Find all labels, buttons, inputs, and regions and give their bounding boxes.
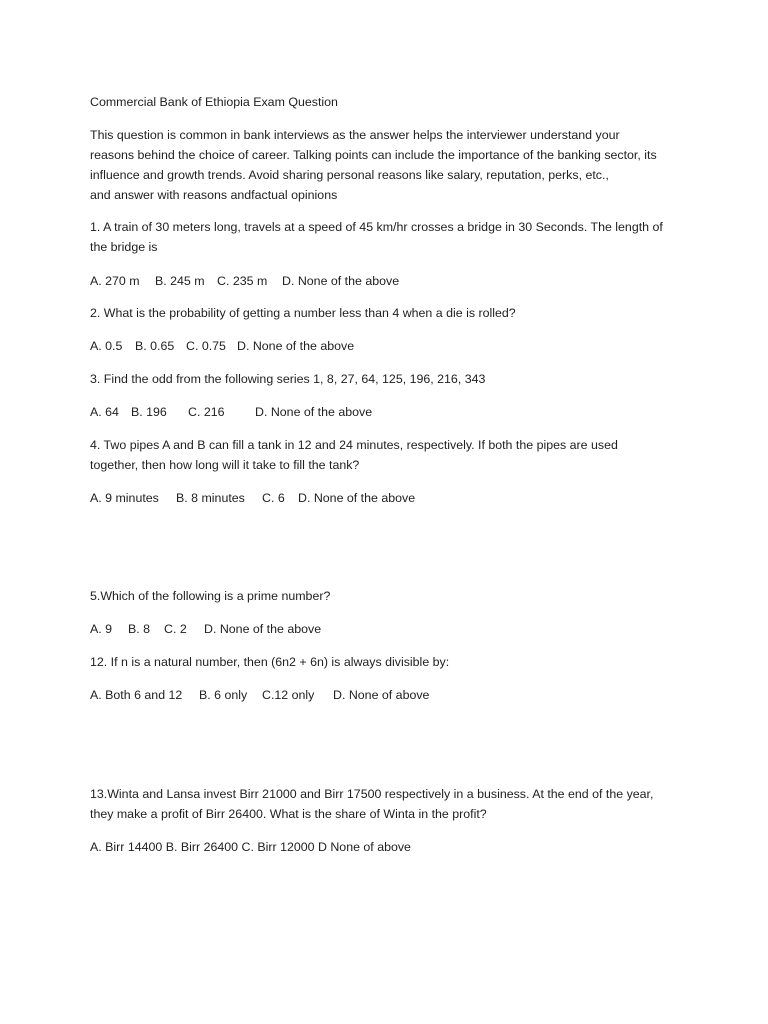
question-text: 3. Find the odd from the following series 1, 8, 27, 64, 125, 196, 216, 343: [90, 372, 486, 386]
option: D. None of the above: [282, 274, 400, 288]
question-text: they make a profit of Birr 26400. What is the share of Winta in the profit?: [90, 807, 487, 821]
question-text: 4. Two pipes A and B can fill a tank in 12 and 24 minutes, respectively. If both the pipes are used: [90, 438, 618, 452]
question-text: the bridge is: [90, 240, 158, 254]
question-text: 5.Which of the following is a prime number?: [90, 589, 331, 603]
question-text: 12. If n is a natural number, then (6n2 + 6n) is always divisible by:: [90, 655, 450, 669]
option: A. 0.5: [90, 339, 123, 353]
option: A. Birr 14400 B. Birr 26400 C. Birr 12000 D None of above: [90, 840, 411, 854]
intro-line: This question is common in bank interviews as the answer helps the interviewer understand your: [90, 128, 620, 142]
option: A. Both 6 and 12: [90, 688, 183, 702]
option: B. 8: [128, 622, 151, 636]
question-text: together, then how long will it take to fill the tank?: [90, 458, 360, 472]
answer-options: [90, 685, 680, 705]
option: C. 0.75: [186, 339, 226, 353]
option: C. 6: [262, 491, 285, 505]
question-text: 13.Winta and Lansa invest Birr 21000 and Birr 17500 respectively in a business. At the end of the year,: [90, 787, 654, 801]
intro-line: influence and growth trends. Avoid sharing personal reasons like salary, reputation, perks, etc.,: [90, 168, 609, 182]
answer-options: [90, 619, 680, 639]
answer-options: [90, 271, 680, 291]
option: D. None of the above: [255, 405, 373, 419]
option: B. 0.65: [135, 339, 175, 353]
option: D. None of above: [333, 688, 430, 702]
option: C. 2: [164, 622, 187, 636]
option: A. 9 minutes: [90, 491, 159, 505]
question-text: 1. A train of 30 meters long, travels at a speed of 45 km/hr crosses a bridge in 30 Seconds. The length of: [90, 220, 663, 234]
intro-line: reasons behind the choice of career. Talking points can include the importance of the banking sector, its: [90, 148, 657, 162]
option: B. 6 only: [199, 688, 248, 702]
option: A. 64: [90, 405, 119, 419]
option: C.12 only: [262, 688, 315, 702]
answer-options: [90, 488, 680, 508]
option: A. 270 m: [90, 274, 140, 288]
option: D. None of the above: [298, 491, 416, 505]
option: B. 196: [131, 405, 167, 419]
answer-options: [90, 336, 680, 356]
option: A. 9: [90, 622, 113, 636]
option: D. None of the above: [204, 622, 322, 636]
option: B. 8 minutes: [176, 491, 245, 505]
option: B. 245 m: [155, 274, 205, 288]
option: C. 235 m: [217, 274, 268, 288]
answer-options: [90, 837, 680, 857]
question-text: 2. What is the probability of getting a number less than 4 when a die is rolled?: [90, 306, 516, 320]
option: C. 216: [188, 405, 225, 419]
option: D. None of the above: [237, 339, 355, 353]
document-title: Commercial Bank of Ethiopia Exam Question: [90, 95, 338, 109]
intro-line: and answer with reasons andfactual opinions: [90, 188, 338, 202]
answer-options: [90, 402, 680, 422]
